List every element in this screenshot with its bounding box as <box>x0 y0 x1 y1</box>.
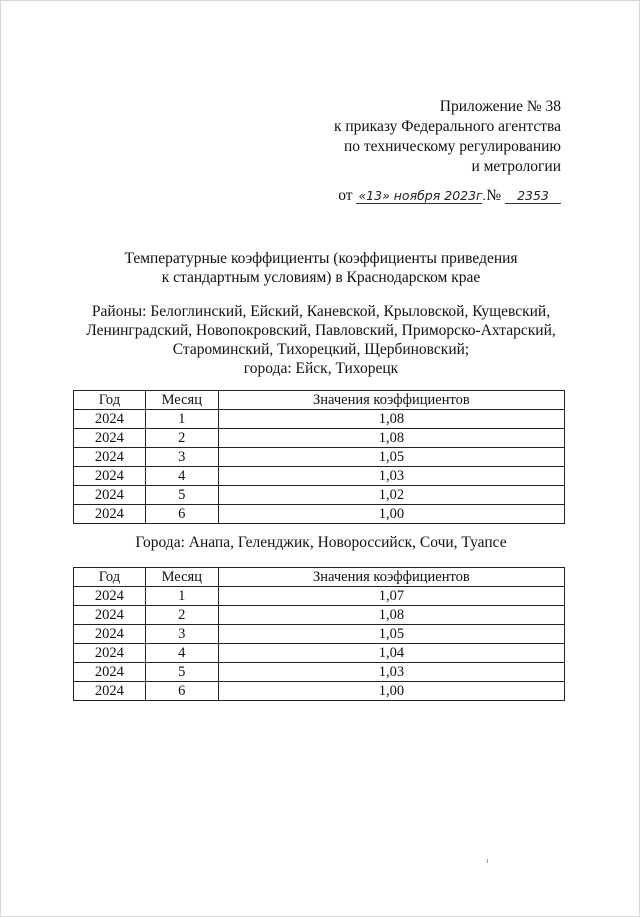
regions-line: Ленинградский, Новопокровский, Павловский, Приморско-Ахтарский, <box>86 322 556 339</box>
regions-line: Районы: Белоглинский, Ейский, Каневской, Крыловской, Кущевский, <box>91 303 551 320</box>
cell-coefficient: 1,05 <box>218 448 564 467</box>
order-number-label: № <box>486 187 502 204</box>
table-row <box>74 625 565 644</box>
regions-line: Староминский, Тихорецкий, Щербиновский; <box>172 341 470 358</box>
cell-coefficient: 1,03 <box>218 663 564 682</box>
title-line: Температурные коэффициенты (коэффициенты приведения <box>124 250 518 267</box>
appendix-line: Приложение № 38 <box>439 98 561 115</box>
cell-year: 2024 <box>74 606 146 625</box>
table-row <box>74 467 565 486</box>
cell-year: 2024 <box>74 467 146 486</box>
coefficients-table-regions <box>73 390 565 524</box>
table-row <box>74 448 565 467</box>
cell-coefficient: 1,02 <box>218 486 564 505</box>
cell-month: 5 <box>145 663 218 682</box>
table-header-row <box>74 568 565 587</box>
table-row <box>74 587 565 606</box>
table-row <box>74 682 565 701</box>
cell-coefficient: 1,04 <box>218 644 564 663</box>
cities-heading: Города: Анапа, Геленджик, Новороссийск, Сочи, Туапсе <box>135 534 507 551</box>
document-title <box>61 249 581 287</box>
cell-month: 4 <box>145 644 218 663</box>
cell-coefficient: 1,00 <box>218 682 564 701</box>
cell-month: 3 <box>145 625 218 644</box>
table-row <box>74 644 565 663</box>
order-date-handwritten: «13» ноября 2023г. <box>358 188 487 203</box>
cell-month: 1 <box>145 410 218 429</box>
scan-speck <box>487 859 488 863</box>
order-prefix: от <box>338 187 353 204</box>
cell-year: 2024 <box>74 486 146 505</box>
cell-coefficient: 1,08 <box>218 606 564 625</box>
cell-month: 5 <box>145 486 218 505</box>
appendix-block <box>334 97 561 206</box>
cell-year: 2024 <box>74 429 146 448</box>
cell-year: 2024 <box>74 587 146 606</box>
cell-coefficient: 1,08 <box>218 410 564 429</box>
cell-month: 6 <box>145 682 218 701</box>
header-year: Год <box>74 568 146 587</box>
cell-coefficient: 1,05 <box>218 625 564 644</box>
cell-year: 2024 <box>74 505 146 524</box>
order-number-handwritten: 2353 <box>505 188 561 204</box>
order-reference <box>334 186 561 206</box>
cell-year: 2024 <box>74 625 146 644</box>
cell-year: 2024 <box>74 644 146 663</box>
appendix-line: по техническому регулированию <box>343 138 561 155</box>
cell-year: 2024 <box>74 682 146 701</box>
regions-list <box>59 302 583 378</box>
cell-coefficient: 1,03 <box>218 467 564 486</box>
cell-month: 3 <box>145 448 218 467</box>
header-year: Год <box>74 391 146 410</box>
table-row <box>74 410 565 429</box>
cell-year: 2024 <box>74 410 146 429</box>
table-row <box>74 606 565 625</box>
coefficients-table-cities <box>73 567 565 701</box>
appendix-line: и метрологии <box>471 158 561 175</box>
cell-month: 6 <box>145 505 218 524</box>
cell-month: 2 <box>145 429 218 448</box>
cell-year: 2024 <box>74 448 146 467</box>
cell-coefficient: 1,07 <box>218 587 564 606</box>
table-row <box>74 486 565 505</box>
cell-coefficient: 1,00 <box>218 505 564 524</box>
cell-month: 4 <box>145 467 218 486</box>
header-month: Месяц <box>145 568 218 587</box>
table-header-row <box>74 391 565 410</box>
table-row <box>74 663 565 682</box>
title-line: к стандартным условиям) в Краснодарском крае <box>161 269 481 286</box>
header-coefficient: Значения коэффициентов <box>218 391 564 410</box>
header-coefficient: Значения коэффициентов <box>218 568 564 587</box>
cell-month: 2 <box>145 606 218 625</box>
header-month: Месяц <box>145 391 218 410</box>
regions-line: города: Ейск, Тихорецк <box>243 360 399 377</box>
cell-coefficient: 1,08 <box>218 429 564 448</box>
cell-month: 1 <box>145 587 218 606</box>
appendix-line: к приказу Федерального агентства <box>333 118 561 135</box>
cell-year: 2024 <box>74 663 146 682</box>
table-row <box>74 429 565 448</box>
table-row <box>74 505 565 524</box>
